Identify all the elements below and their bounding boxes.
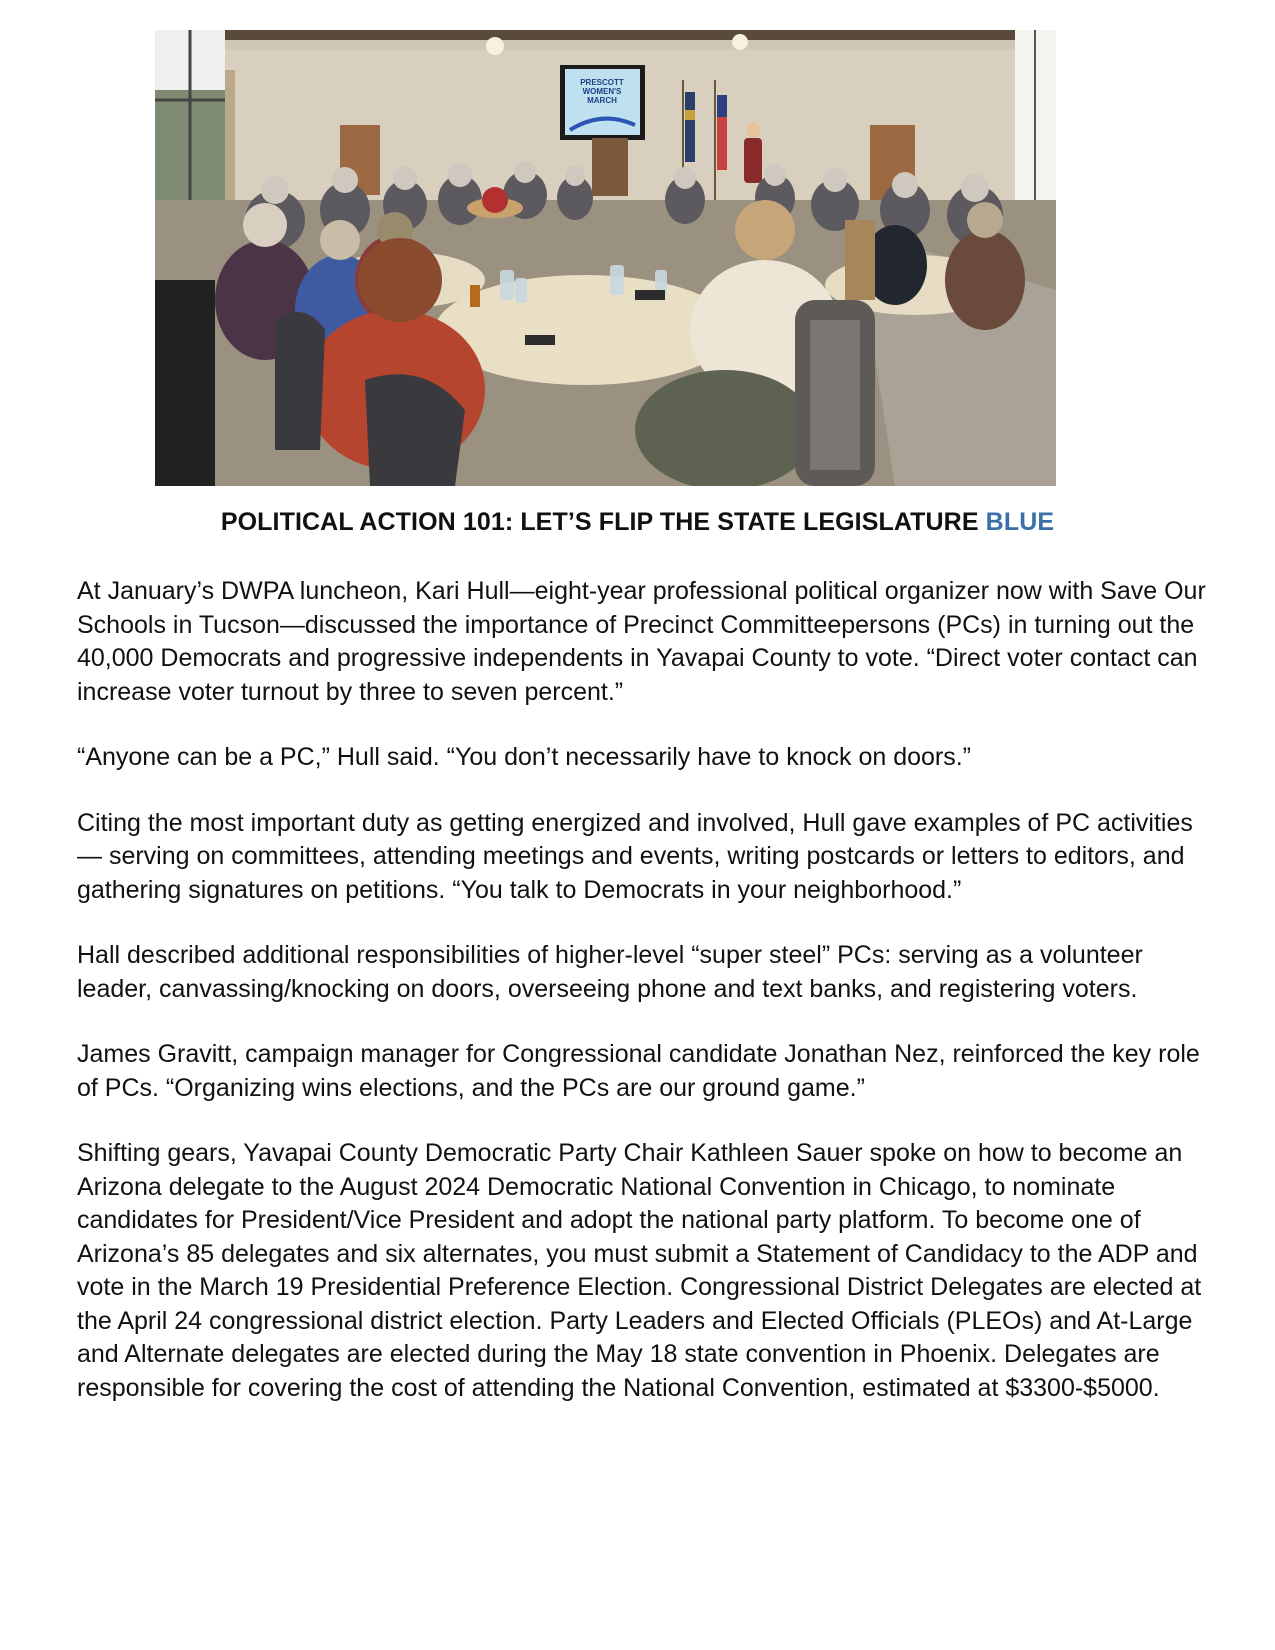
screen-text-line3: MARCH (587, 96, 617, 105)
headline-accent-word: BLUE (985, 508, 1055, 536)
screen-text-line1: PRESCOTT (580, 78, 624, 87)
luncheon-photo (155, 30, 1056, 486)
paragraph-delegates: Shifting gears, Yavapai County Democratic Party Chair Kathleen Sauer spoke on how to become an Arizona delegate to the August 2024 Democratic National Convention in Chicago, to nominate candidates for President/Vice President and adopt the national party platform. To become one of Arizona’s 85 delegates and six alternates, you must submit a Statement of Candidacy to the ADP and vote in the March 19 Presidential Preference Election. Congressional District Delegates are elected at the April 24 congressional district election. Party Leaders and Elected Officials (PLEOs) and At-Large and Alternate delegates are elected during the May 18 state convention in Phoenix. Delegates are responsible for covering the cost of attending the National Convention, estimated at $3300-$5000. (77, 1139, 1202, 1402)
paragraph-super-steel: Hall described additional responsibilities of higher-level “super steel” PCs: serving as a volunteer leader, canvassing/knocking on doors, overseeing phone and text banks, and registering voters. (77, 941, 1143, 1003)
headline-text: POLITICAL ACTION 101: LET’S FLIP THE STATE LEGISLATURE (220, 508, 986, 536)
paragraph-gravitt: James Gravitt, campaign manager for Congressional candidate Jonathan Nez, reinforced the key role of PCs. “Organizing wins elections, and the PCs are our ground game.” (77, 1040, 1200, 1102)
paragraph-pc-activities: Citing the most important duty as getting energized and involved, Hull gave examples of PC activities— serving on committees, attending meetings and events, writing postcards or letters to editors, and gathering signatures on petitions. “You talk to Democrats in your neighborhood.” (77, 808, 1193, 904)
article-body (77, 575, 1217, 1437)
paragraph-anyone-pc: “Anyone can be a PC,” Hull said. “You don’t necessarily have to knock on doors.” (77, 743, 972, 771)
screen-text-line2: WOMEN'S (582, 87, 622, 96)
paragraph-intro: At January’s DWPA luncheon, Kari Hull—eight-year professional political organizer now with Save Our Schools in Tucson—discussed the importance of Precinct Committeepersons (PCs) in turning out the 40,000 Democrats and progressive independents in Yavapai County to vote. “Direct voter contact can increase voter turnout by three to seven percent.” (77, 577, 1206, 706)
headline (0, 508, 1275, 537)
